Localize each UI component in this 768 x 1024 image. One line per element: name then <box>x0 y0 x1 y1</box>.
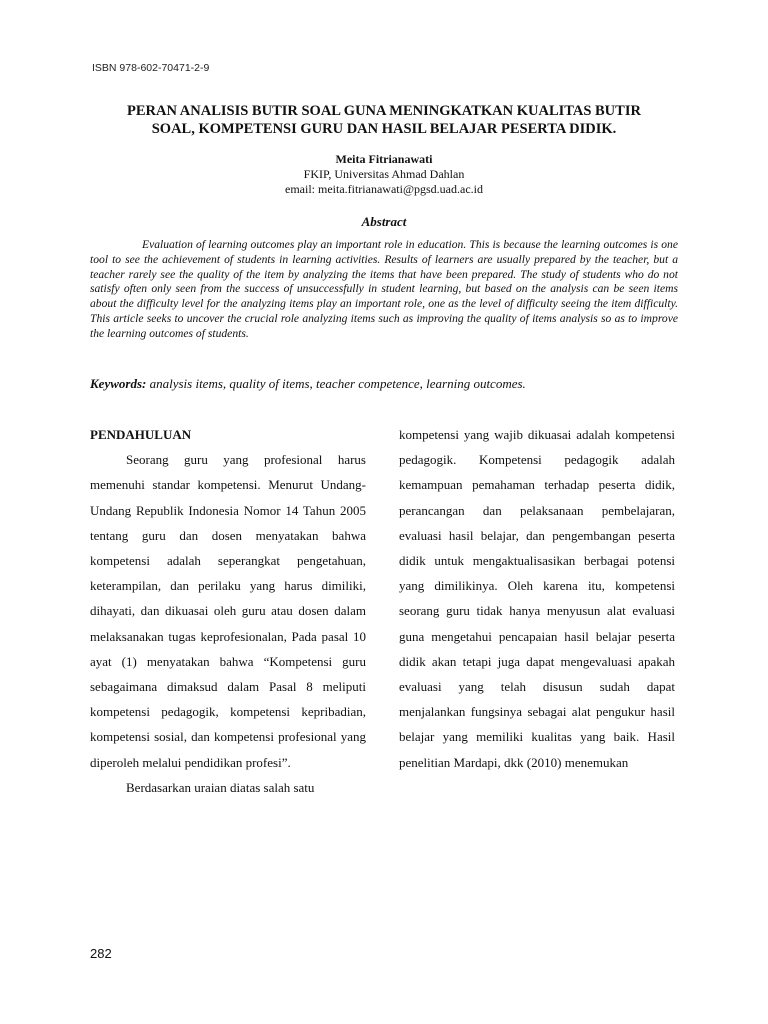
body-paragraph: Seorang guru yang profesional harus memenuhi standar kompetensi. Menurut Undang-Undang Republik Indonesia Nomor 14 Tahun 2005 tentang guru dan dosen menyatakan bahwa kompetensi adalah seperangkat pengetahuan, keterampilan, dan perilaku yang harus dimiliki, dihayati, dan dikuasai oleh guru atau dosen dalam melaksanakan tugas keprofesionalan, Pada pasal 10 ayat (1) menyatakan bahwa “Kompetensi guru sebagaimana dimaksud dalam Pasal 8 meliputi kompetensi pedagogik, kompetensi kepribadian, kompetensi sosial, dan kompetensi profesional yang diperoleh melalui pendidikan profesi”. <box>90 452 366 770</box>
author-email: email: meita.fitrianawati@pgsd.uad.ac.id <box>285 182 483 196</box>
left-column <box>90 422 366 800</box>
page-number: 282 <box>90 946 112 961</box>
keywords-text: analysis items, quality of items, teacher competence, learning outcomes. <box>149 376 526 391</box>
body-paragraph: kompetensi yang wajib dikuasai adalah kompetensi pedagogik. Kompetensi pedagogik adalah kemampuan pemahaman terhadap peserta didik, perancangan dan pelaksanaan pembelajaran, evaluasi hasil belajar, dan pengembangan peserta didik untuk mengaktualisasikan berbagai potensi yang dimilikinya. Oleh karena itu, kompetensi seorang guru tidak hanya menyusun alat evaluasi guna mengetahui pencapaian hasil belajar peserta didik akan tetapi juga dapat mengevaluasi apakah evaluasi yang telah disusun sudah dapat menjalankan fungsinya sebagai alat pengukur hasil belajar yang memiliki kualitas yang baik. Hasil penelitian Mardapi, dkk (2010) menemukan <box>399 427 675 770</box>
paper-title-line-2: SOAL, KOMPETENSI GURU DAN HASIL BELAJAR PESERTA DIDIK. <box>151 121 617 137</box>
keywords-line <box>90 376 678 392</box>
author-affiliation: FKIP, Universitas Ahmad Dahlan <box>303 167 465 181</box>
paper-title-line-1: PERAN ANALISIS BUTIR SOAL GUNA MENINGKATKAN KUALITAS BUTIR <box>127 103 641 119</box>
body-paragraph: Berdasarkan uraian diatas salah satu <box>126 779 315 795</box>
isbn-line: ISBN 978-602-70471-2-9 <box>92 62 210 74</box>
right-column <box>399 422 675 775</box>
author-block <box>90 152 678 197</box>
abstract-text: Evaluation of learning outcomes play an important role in education. This is because the learning outcomes is one tool to see the achievement of students in learning activities. Results of learners are usually prepared by the teacher, but a teacher rarely see the quality of the item by analyzing the items that have been prepared. The study of students who do not satisfy often only seen from the success of unsuccessfully in student learning, but based on the analysis can be seen items about the difficulty level for the analyzing items play an important role, one as the level of difficulty seeing the item difficulty. This article seeks to uncover the crucial role analyzing items such as improving the quality of items analysis so as to improve the learning outcomes of students. <box>90 238 678 340</box>
section-heading: PENDAHULUAN <box>90 427 192 442</box>
keywords-label: Keywords: <box>90 376 147 391</box>
paper-title <box>90 102 678 138</box>
author-name: Meita Fitrianawati <box>335 152 433 166</box>
abstract-heading: Abstract <box>361 214 407 229</box>
